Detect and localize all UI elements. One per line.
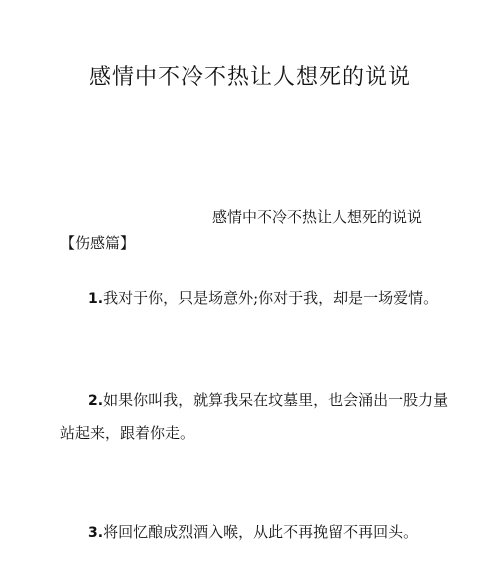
paragraph-2 [60,384,452,449]
paragraph-number: 1. [88,291,104,307]
paragraph-1 [60,282,452,315]
paragraph-text: 将回忆酿成烈酒入喉，从此不再挽留不再回头。 [103,523,419,541]
paragraph-number: 2. [88,393,104,409]
document-title: 感情中不冷不热让人想死的说说 [88,65,411,90]
paragraph-text: 我对于你，只是场意外;你对于我，却是一场爱情。 [103,289,439,307]
paragraph-text: 如果你叫我，就算我呆在坟墓里，也会涌出一股力量站起来，跟着你走。 [60,391,449,442]
section-heading: 感情中不冷不热让人想死的说说【伤感篇】 [60,208,423,252]
paragraph-3 [60,516,452,549]
paragraph-number: 3. [88,525,104,541]
